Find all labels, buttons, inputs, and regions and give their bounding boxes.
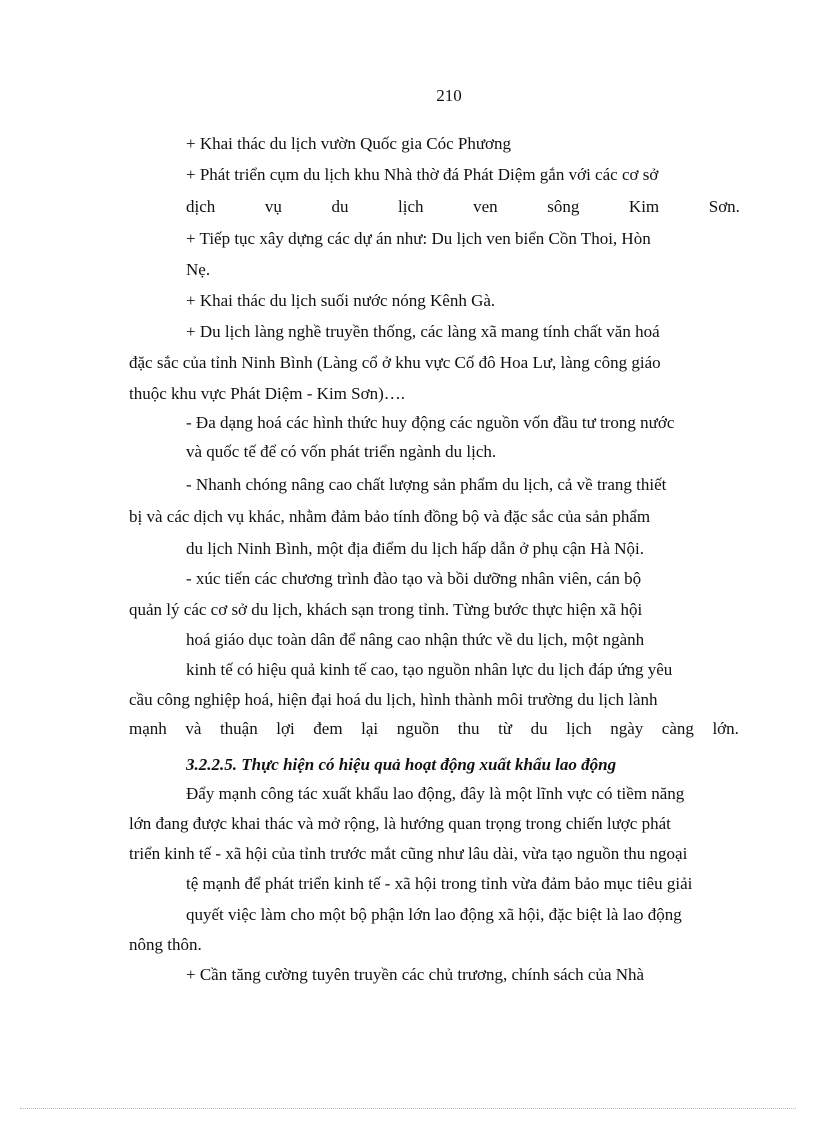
text-line: + Tiếp tục xây dựng các dự án như: Du lịch ven biển Cồn Thoi, Hòn xyxy=(186,229,651,248)
word: lại xyxy=(361,719,379,738)
text-line: + Khai thác du lịch vườn Quốc gia Cóc Phương xyxy=(186,134,512,153)
text-line: triển kinh tế - xã hội của tỉnh trước mắt cũng như lâu dài, vừa tạo nguồn thu ngoại xyxy=(129,844,688,863)
word: nguồn xyxy=(396,719,440,738)
text-line: + Khai thác du lịch suối nước nóng Kênh Gà. xyxy=(186,291,496,310)
text-line: lớn đang được khai thác và mở rộng, là hướng quan trọng trong chiến lược phát xyxy=(129,814,671,833)
text-line: cầu công nghiệp hoá, hiện đại hoá du lịch, hình thành môi trường du lịch lành xyxy=(129,690,658,709)
text-line: thuộc khu vực Phát Diệm - Kim Sơn)…. xyxy=(129,384,406,403)
word: đem xyxy=(313,719,343,738)
text-line: bị và các dịch vụ khác, nhằm đảm bảo tính đồng bộ và đặc sắc của sản phẩm xyxy=(129,507,651,526)
page-number: 210 xyxy=(436,86,462,105)
word: lợi xyxy=(276,719,295,738)
section-heading: 3.2.2.5. Thực hiện có hiệu quả hoạt động xuất khẩu lao động xyxy=(186,755,617,774)
text-line: kinh tế có hiệu quả kinh tế cao, tạo nguồn nhân lực du lịch đáp ứng yêu xyxy=(186,660,673,679)
word: từ xyxy=(498,719,512,738)
text-line: quyết việc làm cho một bộ phận lớn lao động xã hội, đặc biệt là lao động xyxy=(186,905,682,924)
text-line-justified xyxy=(186,196,740,218)
word: thu xyxy=(457,719,480,738)
text-line: Nẹ. xyxy=(186,260,211,279)
word: Kim xyxy=(628,197,660,216)
text-line: quản lý các cơ sở du lịch, khách sạn trong tỉnh. Từng bước thực hiện xã hội xyxy=(129,600,643,619)
word: Sơn. xyxy=(708,197,740,216)
word: và xyxy=(185,719,202,738)
word: ven xyxy=(473,197,498,216)
text-line: du lịch Ninh Bình, một địa điểm du lịch hấp dẫn ở phụ cận Hà Nội. xyxy=(186,539,644,558)
text-line: tệ mạnh để phát triển kinh tế - xã hội trong tỉnh vừa đảm bảo mục tiêu giải xyxy=(186,874,693,893)
text-line: hoá giáo dục toàn dân để nâng cao nhận thức về du lịch, một ngành xyxy=(186,630,645,649)
text-line: - Nhanh chóng nâng cao chất lượng sản phẩm du lịch, cả về trang thiết xyxy=(186,475,667,494)
text-line: + Phát triển cụm du lịch khu Nhà thờ đá Phát Diệm gắn với các cơ sở xyxy=(186,165,659,184)
word: thuận xyxy=(219,719,258,738)
text-line: đặc sắc của tỉnh Ninh Bình (Làng cổ ở khu vực Cố đô Hoa Lư, làng công giáo xyxy=(129,353,661,372)
word: dịch xyxy=(186,197,216,216)
text-line: Đẩy mạnh công tác xuất khẩu lao động, đây là một lĩnh vực có tiềm năng xyxy=(186,784,685,803)
word: càng xyxy=(661,719,694,738)
text-line: nông thôn. xyxy=(129,935,202,954)
word: lịch xyxy=(398,197,424,216)
text-line: - xúc tiến các chương trình đào tạo và bồi dưỡng nhân viên, cán bộ xyxy=(186,569,642,588)
word: du xyxy=(331,197,349,216)
word: ngày xyxy=(610,719,644,738)
word: sông xyxy=(547,197,580,216)
text-line: và quốc tế để có vốn phát triển ngành du lịch. xyxy=(186,442,497,461)
text-line: + Cần tăng cường tuyên truyền các chủ trương, chính sách của Nhà xyxy=(186,965,645,984)
word: mạnh xyxy=(129,719,167,738)
word: du xyxy=(530,719,548,738)
word: vụ xyxy=(264,197,282,216)
text-line-justified xyxy=(129,718,739,740)
text-line: - Đa dạng hoá các hình thức huy động các nguồn vốn đầu tư trong nước xyxy=(186,413,675,432)
page-bottom-border xyxy=(20,1108,796,1109)
word: lịch xyxy=(566,719,592,738)
text-line: + Du lịch làng nghề truyền thống, các làng xã mang tính chất văn hoá xyxy=(186,322,660,341)
word: lớn. xyxy=(712,719,739,738)
